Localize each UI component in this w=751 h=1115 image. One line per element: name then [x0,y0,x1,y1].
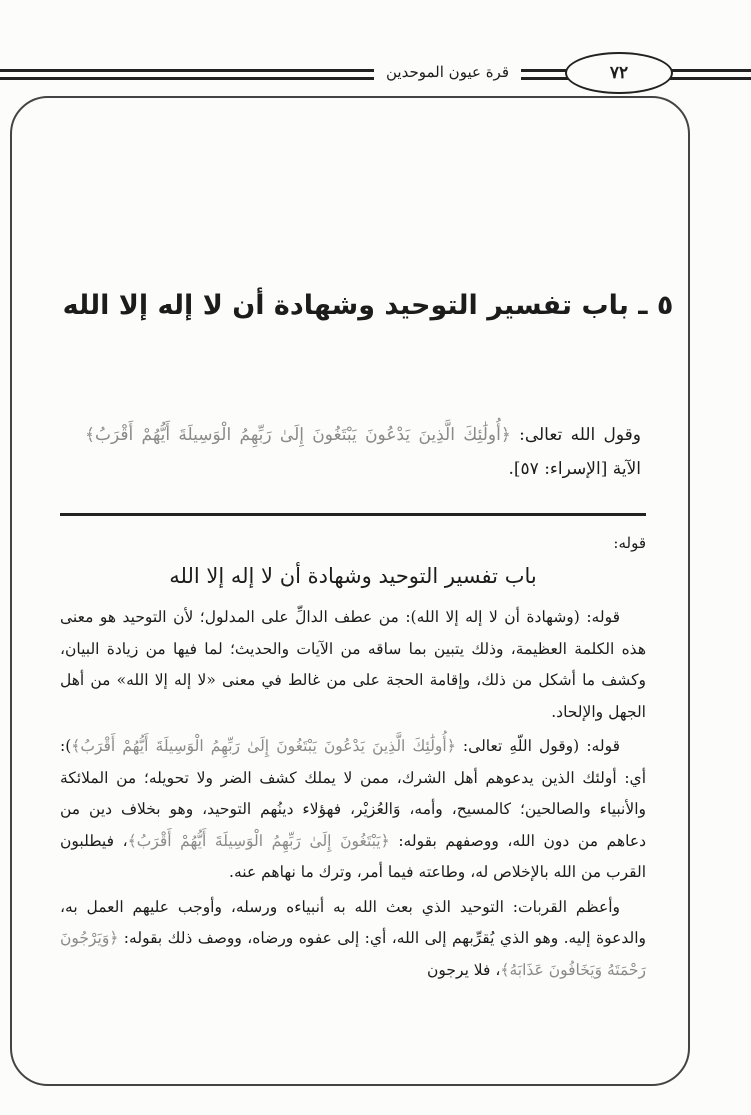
chapter-title: ٥ ـ باب تفسير التوحيد وشهادة أن لا إله إلا الله [62,290,674,322]
section-divider [60,513,646,516]
paragraph-3-body: وأعظم القربات: التوحيد الذي بعث الله به أنبياءه ورسله، وأوجب عليهم العمل به، والدعوة إليه. وهو الذي يُقرِّبهم إلى الله، أي: إلى عفوه ورضاه، ووصف ذلك بقوله: [60,897,646,947]
paragraph-3-end: ، فلا يرجون [427,960,501,979]
commentary-paragraph-2 [60,731,646,889]
commentary-section [60,528,646,989]
paragraph-2-end: ، فيطلبون القرب من الله بالإخلاص له، وطاعته فيما أمر، وترك ما نهاهم عنه. [60,831,646,881]
paragraph-2-verse: ﴿أُولَٰئِكَ الَّذِينَ يَدْعُونَ يَبْتَغُونَ إِلَىٰ رَبِّهِمُ الْوَسِيلَةَ أَيُّهُمْ أَقْرَبُ﴾ [71,737,456,755]
matn-reference: الآية [الإسراء: ٥٧]. [508,459,641,479]
matn-verse: ﴿أُولَٰئِكَ الَّذِينَ يَدْعُونَ يَبْتَغُونَ إِلَىٰ رَبِّهِمُ الْوَسِيلَةَ أَيُّهُمْ أَقْرَبُ﴾ [85,425,511,445]
paragraph-2-body: ): أي: أولئك الذين يدعوهم أهل الشرك، ممن لا يملك كشف الضر ولا تحويله؛ من الملائكة والأنبياء والصالحين؛ كالمسيح، وأمه، وَالعُزيْر، فهؤلاء دينُهم التوحيد، وهو بخلاف دين من دعاهم من دون الله، ووصفهم بقوله: [60,737,646,850]
paragraph-2-intro: قوله: (وقول اللّهِ تعالى: [455,737,620,755]
commentary-paragraph-3 [60,892,646,987]
matn-intro: وقول الله تعالى: [510,425,642,445]
paragraph-3-verse: ﴿وَيَرْجُونَ رَحْمَتَهُ وَيَخَافُونَ عَذَابَهُ﴾ [60,929,646,979]
running-head-book-title: قرة عيون الموحدين [374,60,521,84]
paragraph-2-verse-2: ﴿يَبْتَغُونَ إِلَىٰ رَبِّهِمُ الْوَسِيلَةَ أَيُّهُمْ أَقْرَبُ﴾ [127,831,390,850]
page-number: ٧٢ [565,52,673,94]
commentary-label: قوله: [613,534,646,552]
matn-text [85,418,641,486]
commentary-paragraph-1: قوله: (وشهادة أن لا إله إلا الله): من عطف الدالِّ على المدلول؛ لأن التوحيد هو معنى هذه الكلمة العظيمة، وذلك يتبين بما ساقه من الآيات والحديث؛ لما فيها من زيادة البيان، وكشف ما أشكل من ذلك، وإقامة الحجة على من غالط في معنى «لا إله إلا الله» من أهل الجهل والإلحاد. [60,608,646,721]
commentary-heading: باب تفسير التوحيد وشهادة أن لا إله إلا الله [169,564,537,588]
